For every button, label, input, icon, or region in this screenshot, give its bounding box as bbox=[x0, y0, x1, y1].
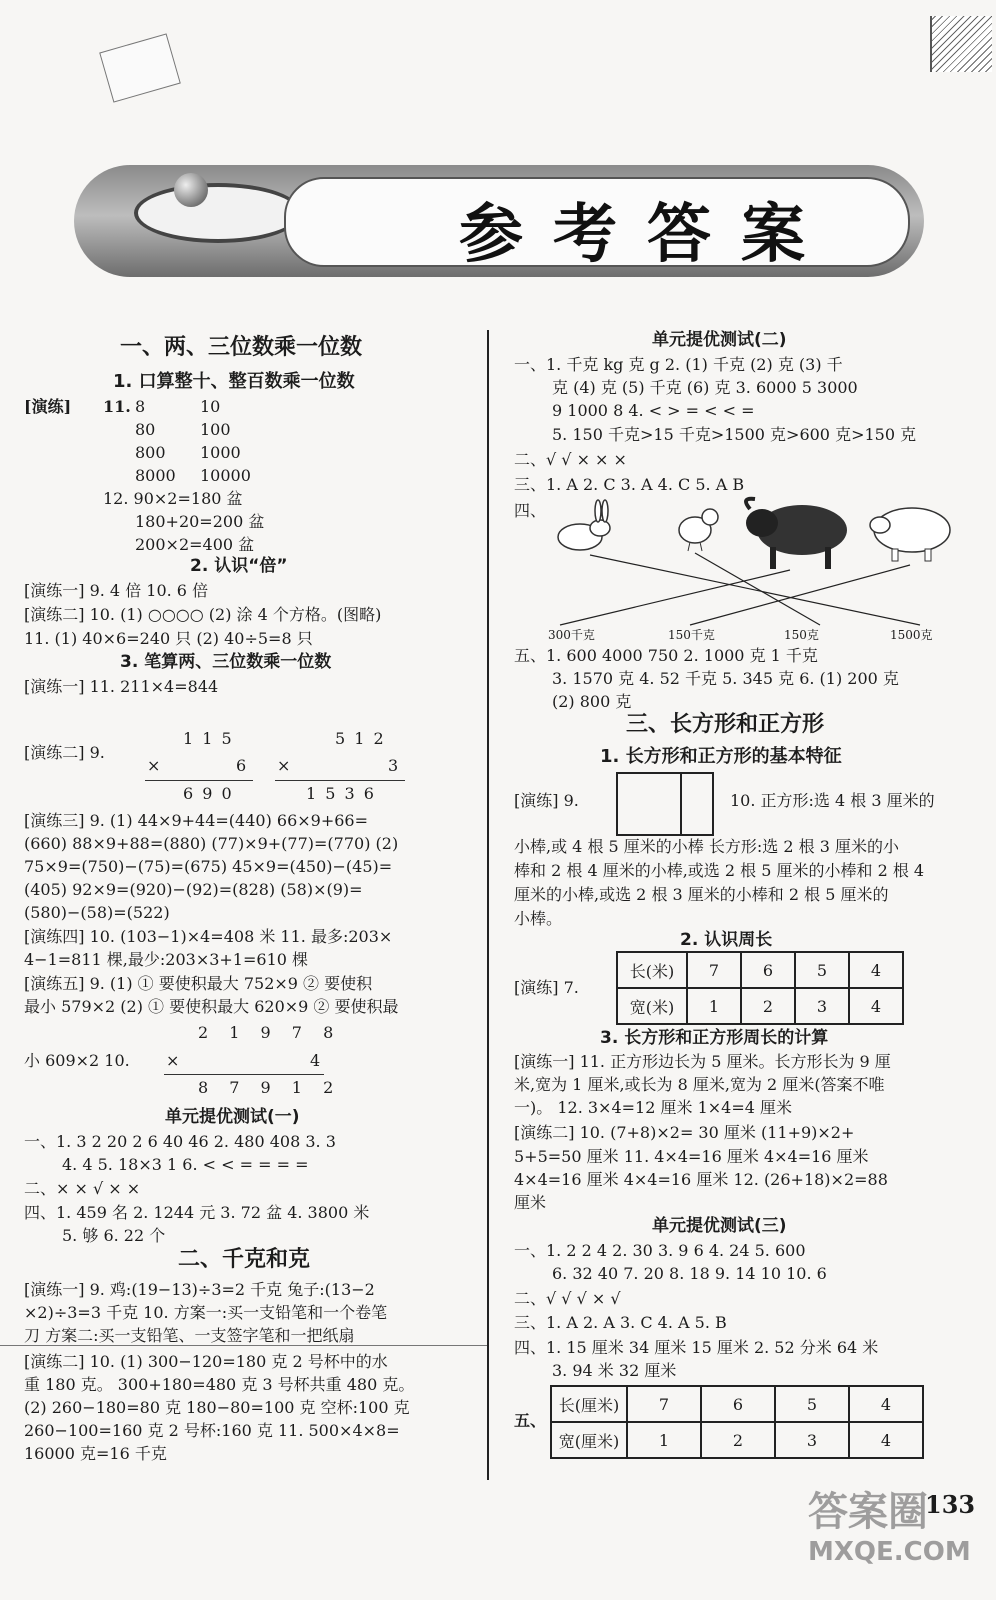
page-number: 133 bbox=[925, 1490, 976, 1519]
t1-r1-c1: 7 bbox=[687, 952, 741, 988]
s3-1-l-2: 棒和 2 根 4 厘米的小棒,或选 2 根 5 厘米的小棒和 2 根 4 bbox=[514, 861, 925, 880]
test3-l-2: 二、√ √ √ × √ bbox=[514, 1289, 621, 1308]
test3-l-1: 6. 32 40 7. 20 8. 18 9. 14 10 10. 6 bbox=[552, 1264, 827, 1283]
t1-r1-c4: 4 bbox=[849, 952, 903, 988]
calcA-op: × bbox=[147, 756, 161, 775]
s1-3-line1: [演练一] 11. 211×4=844 bbox=[24, 677, 219, 696]
animal-matching-figure bbox=[540, 495, 970, 645]
calcB-line bbox=[275, 780, 405, 781]
match-line-buffalo bbox=[560, 570, 790, 625]
s1-2-line-1: [演练二] 10. (1) ○○○○ (2) 涂 4 个方格。(图略) bbox=[24, 605, 382, 624]
calcC-pre: 小 609×2 10. bbox=[24, 1051, 130, 1070]
test2-five-2: (2) 800 克 bbox=[552, 692, 632, 711]
calcA-line bbox=[145, 780, 253, 781]
t2-r1-c3: 5 bbox=[775, 1386, 849, 1422]
s3-3-title: 3. 长方形和正方形周长的计算 bbox=[600, 1028, 829, 1048]
weight-2: 150克 bbox=[784, 628, 819, 642]
calcA-top: 1 1 5 bbox=[183, 729, 234, 748]
t1-r1-c2: 6 bbox=[741, 952, 795, 988]
sec2-l-4: 重 180 克。 300+180=480 克 3 号杯共重 480 克。 bbox=[24, 1375, 415, 1394]
calcC-mul: 4 bbox=[310, 1051, 321, 1070]
calcC-op: × bbox=[166, 1051, 180, 1070]
s1-3-l-7: [演练五] 9. (1) ① 要使积最大 752×9 ② 要使积 bbox=[24, 974, 373, 993]
corner-decoration bbox=[930, 16, 992, 72]
s3-3-l-4: 5+5=50 厘米 11. 4×4=16 厘米 4×4=16 厘米 bbox=[514, 1147, 869, 1166]
s1-1-c2-0: 10 bbox=[200, 397, 221, 416]
test2-five-0: 五、1. 600 4000 750 2. 1000 克 1 千克 bbox=[514, 646, 818, 665]
s3-1-l-0: 10. 正方形:选 4 根 3 厘米的 bbox=[730, 791, 935, 810]
test1-title: 单元提优测试(一) bbox=[165, 1107, 300, 1127]
test2-title: 单元提优测试(二) bbox=[652, 330, 787, 350]
s3-1-tag: [演练] 9. bbox=[514, 791, 579, 810]
calcB-op: × bbox=[277, 756, 291, 775]
s3-1-title: 1. 长方形和正方形的基本特征 bbox=[600, 746, 842, 767]
test2-l-2: 9 1000 8 4. < > = < < = bbox=[552, 401, 755, 420]
test2-l-0: 一、1. 千克 kg 克 g 2. (1) 千克 (2) 克 (3) 千 bbox=[514, 355, 843, 374]
t1-r2-c4: 4 bbox=[849, 988, 903, 1024]
s1-2-title: 2. 认识“倍” bbox=[190, 556, 288, 576]
sec2-l-2: 刀 方案二:买一支铅笔、一支签字笔和一把纸扇 bbox=[24, 1326, 355, 1345]
s1-1-12-1: 180+20=200 盆 bbox=[135, 512, 265, 531]
t1-r2-c1: 1 bbox=[687, 988, 741, 1024]
s1-1-c1-3: 8000 bbox=[135, 466, 176, 485]
test2-l-6: 四、 bbox=[514, 501, 547, 520]
watermark-url: MXQE.COM bbox=[808, 1537, 971, 1567]
s1-1-num: 11. bbox=[103, 397, 131, 416]
t1-r1-c0: 长(米) bbox=[617, 952, 687, 988]
t2-r2-c2: 2 bbox=[701, 1422, 775, 1458]
test3-title: 单元提优测试(三) bbox=[652, 1216, 787, 1236]
rectangle-figure bbox=[616, 772, 714, 836]
t2-r1-c1: 7 bbox=[627, 1386, 701, 1422]
section3-title: 三、长方形和正方形 bbox=[626, 712, 825, 737]
t1-r2-c3: 3 bbox=[795, 988, 849, 1024]
t2-r1-c0: 长(厘米) bbox=[551, 1386, 627, 1422]
section2-title: 二、千克和克 bbox=[178, 1247, 311, 1272]
banner-ellipse bbox=[134, 183, 302, 243]
t1-r2-c2: 2 bbox=[741, 988, 795, 1024]
test3-l-4: 四、1. 15 厘米 34 厘米 15 厘米 2. 52 分米 64 米 bbox=[514, 1338, 879, 1357]
s1-3-l-5: [演练四] 10. (103−1)×4=408 米 11. 最多:203× bbox=[24, 927, 393, 946]
test3-l-5: 3. 94 米 32 厘米 bbox=[552, 1361, 677, 1380]
s3-1-l-3: 厘米的小棒,或选 2 根 3 厘米的小棒和 2 根 5 厘米的 bbox=[514, 885, 889, 904]
match-line-chick bbox=[695, 553, 820, 625]
test2-five-1: 3. 1570 克 4. 52 千克 5. 345 克 6. (1) 200 克 bbox=[552, 669, 899, 688]
s1-3-l-6: 4−1=811 棵,最少:203×3+1=610 棵 bbox=[24, 950, 309, 969]
s3-3-l-5: 4×4=16 厘米 4×4=16 厘米 12. (26+18)×2=88 bbox=[514, 1170, 888, 1189]
s1-1-c1-1: 80 bbox=[135, 420, 156, 439]
s3-3-l-6: 厘米 bbox=[514, 1193, 547, 1212]
t1-r2-c0: 宽(米) bbox=[617, 988, 687, 1024]
test1-l-2: 二、× × √ × × bbox=[24, 1179, 141, 1198]
pig-icon bbox=[870, 508, 950, 561]
title-banner bbox=[74, 165, 924, 277]
weight-0: 300千克 bbox=[548, 628, 595, 642]
test1-l-0: 一、1. 3 2 20 2 6 40 46 2. 480 408 3. 3 bbox=[24, 1132, 336, 1151]
test2-l-4: 二、√ √ × × × bbox=[514, 450, 627, 469]
test1-l-3: 四、1. 459 名 2. 1244 元 3. 72 盆 4. 3800 米 bbox=[24, 1203, 370, 1222]
s1-3-title: 3. 笔算两、三位数乘一位数 bbox=[120, 652, 332, 672]
test2-l-1: 克 (4) 克 (5) 千克 (6) 克 3. 6000 5 3000 bbox=[552, 378, 858, 397]
test1-l-4: 5. 够 6. 22 个 bbox=[62, 1226, 166, 1245]
s1-1-c1-2: 800 bbox=[135, 443, 166, 462]
perimeter-table-1 bbox=[616, 951, 904, 1025]
t2-r2-c4: 4 bbox=[849, 1422, 923, 1458]
column-divider bbox=[487, 330, 489, 1480]
chick-icon bbox=[679, 509, 718, 551]
s1-3-l-4: (580)−(58)=(522) bbox=[24, 903, 170, 922]
t2-r1-c4: 4 bbox=[849, 1386, 923, 1422]
s3-3-l-3: [演练二] 10. (7+8)×2= 30 厘米 (11+9)×2+ bbox=[514, 1123, 855, 1142]
t2-r2-c1: 1 bbox=[627, 1422, 701, 1458]
sec2-l-6: 260−100=160 克 2 号杯:160 克 11. 500×4×8= bbox=[24, 1421, 400, 1440]
s3-2-tag: [演练] 7. bbox=[514, 978, 579, 997]
s1-1-c1-0: 8 bbox=[135, 397, 146, 416]
s1-3-l-8: 最小 579×2 (2) ① 要使积最大 620×9 ② 要使积最 bbox=[24, 997, 399, 1016]
calcB-res: 1 5 3 6 bbox=[306, 784, 376, 803]
s3-3-l-1: 米,宽为 1 厘米,或长为 8 厘米,宽为 2 厘米(答案不唯 bbox=[514, 1075, 885, 1094]
s1-2-line-2: 11. (1) 40×6=240 只 (2) 40÷5=8 只 bbox=[24, 629, 313, 648]
s3-1-l-4: 小棒。 bbox=[514, 909, 563, 928]
sec2-l-5: (2) 260−180=80 克 180−80=100 克 空杯:100 克 bbox=[24, 1398, 410, 1417]
scan-line bbox=[0, 1345, 487, 1346]
t2-r2-c3: 3 bbox=[775, 1422, 849, 1458]
sec2-l-0: [演练一] 9. 鸡:(19−13)÷3=2 千克 兔子:(13−2 bbox=[24, 1280, 375, 1299]
t2-r2-c0: 宽(厘米) bbox=[551, 1422, 627, 1458]
sec2-l-3: [演练二] 10. (1) 300−120=180 克 2 号杯中的水 bbox=[24, 1352, 388, 1371]
page-title: 参考答案 bbox=[459, 198, 835, 272]
calcC-res: 8 7 9 1 2 bbox=[198, 1078, 342, 1097]
t2-r1-c2: 6 bbox=[701, 1386, 775, 1422]
section1-title: 一、两、三位数乘一位数 bbox=[120, 335, 363, 360]
t1-r1-c3: 5 bbox=[795, 952, 849, 988]
s1-3-l-2: 75×9=(750)−(75)=(675) 45×9=(450)−(45)= bbox=[24, 857, 393, 876]
s1-1-title: 1. 口算整十、整百数乘一位数 bbox=[113, 371, 355, 392]
buffalo-icon bbox=[746, 499, 847, 569]
test3-five-label: 五、 bbox=[514, 1411, 547, 1430]
s1-1-12-0: 12. 90×2=180 盆 bbox=[103, 489, 243, 508]
s1-3-l-1: (660) 88×9+88=(880) (77)×9+(77)=(770) (2) bbox=[24, 834, 399, 853]
calcC-top: 2 1 9 7 8 bbox=[198, 1023, 342, 1042]
rabbit-icon bbox=[558, 500, 610, 550]
perimeter-table-2 bbox=[550, 1385, 924, 1459]
sec2-l-1: ×2)÷3=3 千克 10. 方案一:买一支铅笔和一个卷笔 bbox=[24, 1303, 388, 1322]
weight-1: 150千克 bbox=[668, 628, 715, 642]
s1-1-c2-2: 1000 bbox=[200, 443, 241, 462]
s1-1-c2-1: 100 bbox=[200, 420, 231, 439]
s1-1-c2-3: 10000 bbox=[200, 466, 251, 485]
match-line-rabbit bbox=[590, 555, 920, 625]
calcB-mul: 3 bbox=[388, 756, 399, 775]
s3-1-l-1: 小棒,或 4 根 5 厘米的小棒 长方形:选 2 根 3 厘米的小 bbox=[514, 837, 899, 856]
calcA-mul: 6 bbox=[236, 756, 247, 775]
test2-l-3: 5. 150 千克>15 千克>1500 克>600 克>150 克 bbox=[552, 425, 917, 444]
s1-3-line2-tag: [演练二] 9. bbox=[24, 743, 105, 762]
s1-1-tag: [演练] bbox=[24, 397, 72, 416]
test3-l-3: 三、1. A 2. A 3. C 4. A 5. B bbox=[514, 1313, 727, 1332]
watermark-text: 答案圈 bbox=[808, 1489, 928, 1535]
s1-2-line-0: [演练一] 9. 4 倍 10. 6 倍 bbox=[24, 581, 209, 600]
s1-3-l-3: (405) 92×9=(920)−(92)=(828) (58)×(9)= bbox=[24, 880, 363, 899]
calcA-res: 6 9 0 bbox=[183, 784, 234, 803]
test1-l-1: 4. 4 5. 18×3 1 6. < < = = = = bbox=[62, 1155, 309, 1174]
banner-ball bbox=[174, 173, 208, 207]
s3-3-l-0: [演练一] 11. 正方形边长为 5 厘米。长方形长为 9 厘 bbox=[514, 1052, 891, 1071]
test2-l-5: 三、1. A 2. C 3. A 4. C 5. A B bbox=[514, 475, 745, 494]
test3-l-0: 一、1. 2 2 4 2. 30 3. 9 6 4. 24 5. 600 bbox=[514, 1241, 806, 1260]
s3-3-l-2: 一)。 12. 3×4=12 厘米 1×4=4 厘米 bbox=[514, 1098, 793, 1117]
s3-2-title: 2. 认识周长 bbox=[680, 930, 773, 950]
s1-3-l-0: [演练三] 9. (1) 44×9+44=(440) 66×9+66= bbox=[24, 811, 369, 830]
s1-1-12-2: 200×2=400 盆 bbox=[135, 535, 255, 554]
stamp-logo bbox=[99, 33, 181, 102]
calcB-top: 5 1 2 bbox=[335, 729, 386, 748]
weight-3: 1500克 bbox=[890, 628, 933, 642]
sec2-l-7: 16000 克=16 千克 bbox=[24, 1444, 167, 1463]
calcC-line bbox=[164, 1074, 324, 1075]
